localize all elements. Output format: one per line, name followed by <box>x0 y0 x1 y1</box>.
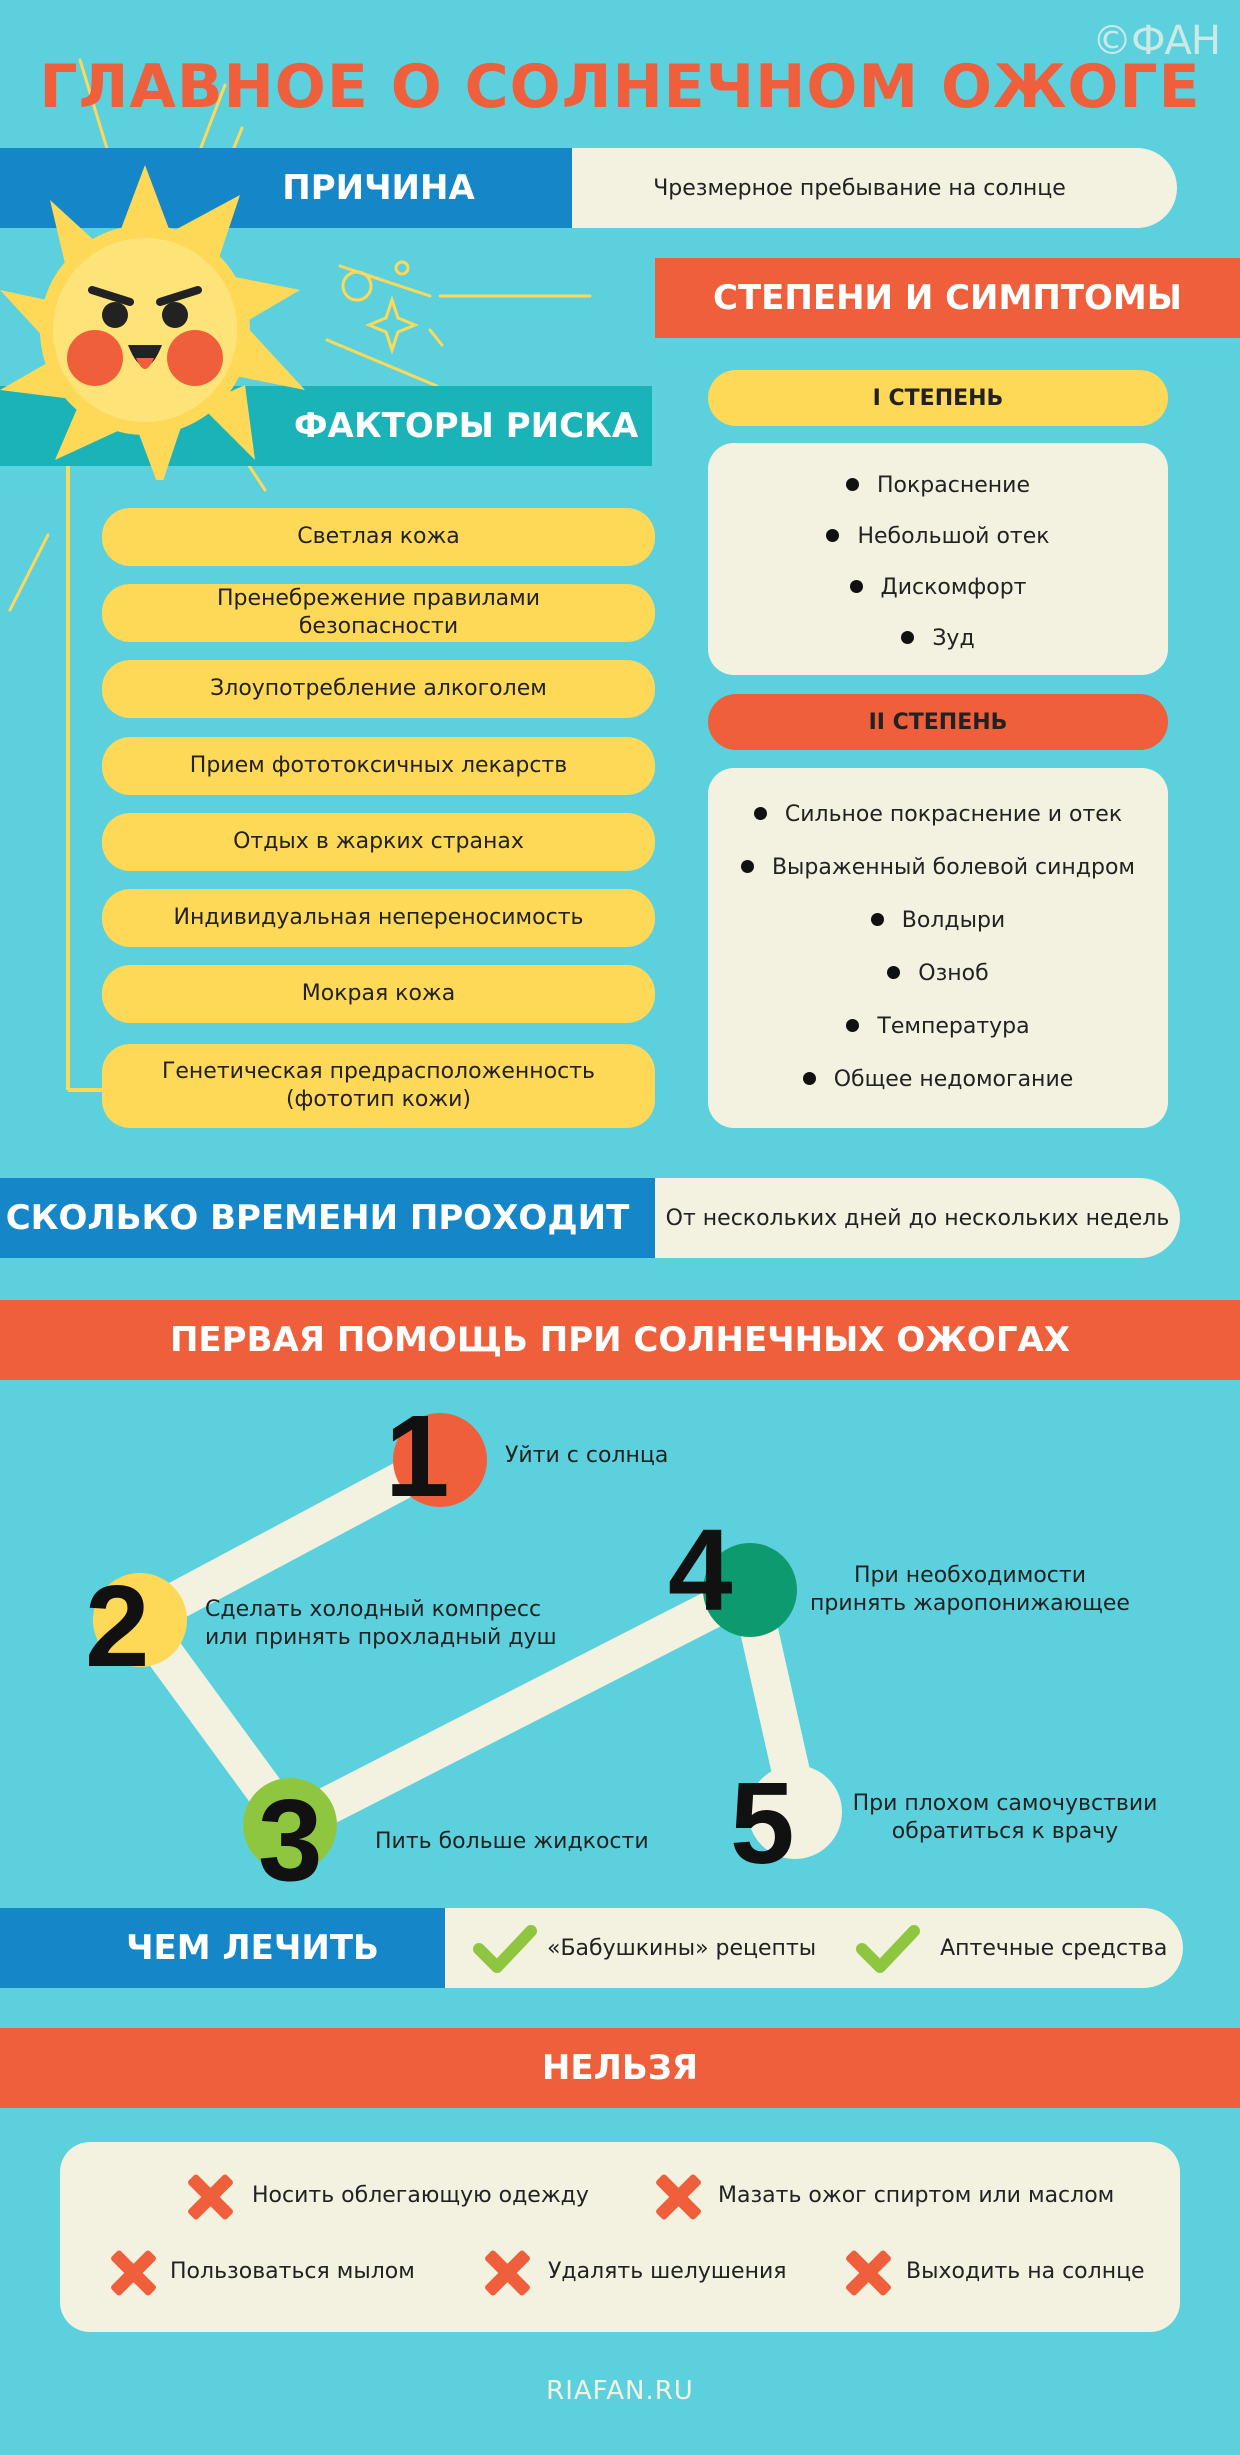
symptom-text: Покраснение <box>877 473 1030 498</box>
risk-factor-item: Отдых в жарких странах <box>102 813 655 871</box>
forbidden-item: Удалять шелушения <box>548 2259 787 2284</box>
step-4-text: При необходимости принять жаропонижающее <box>810 1563 1130 1616</box>
step-2-text: Сделать холодный компресс или принять прохладный душ <box>205 1597 557 1650</box>
risk-factor-item: Пренебрежение правилами безопасности <box>102 584 655 642</box>
forbidden-label: НЕЛЬЗЯ <box>541 2048 699 2088</box>
symptom-item <box>708 575 1168 600</box>
symptom-item <box>708 626 1168 651</box>
forbidden-card <box>60 2142 1180 2332</box>
symptom-item <box>708 1014 1168 1039</box>
first-degree-label: I СТЕПЕНЬ <box>872 385 1004 411</box>
first-aid-label: ПЕРВАЯ ПОМОЩЬ ПРИ СОЛНЕЧНЫХ ОЖОГАХ <box>169 1320 1071 1360</box>
treatment-label-band <box>0 1908 445 1988</box>
risk-factor-item: Мокрая кожа <box>102 965 655 1023</box>
treatment-item-2: Аптечные средства <box>940 1935 1168 1961</box>
duration-label: СКОЛЬКО ВРЕМЕНИ ПРОХОДИТ <box>5 1198 630 1238</box>
symptom-text: Озноб <box>918 961 989 986</box>
symptom-item <box>708 961 1168 986</box>
treatment-item-1: «Бабушкины» рецепты <box>547 1935 817 1961</box>
symptom-item <box>708 802 1168 827</box>
first-aid-band <box>0 1300 1240 1380</box>
footer-site: RIAFAN.RU <box>546 2376 694 2406</box>
first-degree-badge <box>708 370 1168 426</box>
second-degree-symptoms-card <box>708 768 1168 1128</box>
page-title: ГЛАВНОЕ О СОЛНЕЧНОМ ОЖОГЕ <box>39 52 1201 122</box>
x-icon <box>843 2248 893 2298</box>
cause-label: ПРИЧИНА <box>282 168 475 208</box>
symptom-text: Сильное покраснение и отек <box>784 802 1123 827</box>
check-icon <box>856 1923 920 1973</box>
bullet-icon <box>887 966 900 979</box>
forbidden-item: Пользоваться мылом <box>170 2259 415 2284</box>
symptom-item <box>708 1067 1168 1092</box>
step-1-number: 1 <box>385 1391 450 1521</box>
symptom-text: Температура <box>877 1014 1030 1039</box>
treatment-label: ЧЕМ ЛЕЧИТЬ <box>126 1928 379 1968</box>
duration-label-band <box>0 1178 655 1258</box>
step-5-number: 5 <box>730 1758 795 1888</box>
risk-factor-item: Генетическая предрасположенность (фототип кожи) <box>102 1044 655 1128</box>
step-4-number: 4 <box>668 1505 733 1635</box>
bullet-icon <box>850 580 863 593</box>
second-degree-label: II СТЕПЕНЬ <box>868 709 1008 735</box>
risk-factor-item: Злоупотребление алкоголем <box>102 660 655 718</box>
bullet-icon <box>754 807 767 820</box>
watermark-logo: ©ФАН <box>1092 18 1220 64</box>
bullet-icon <box>846 478 859 491</box>
bullet-icon <box>803 1072 816 1085</box>
cause-value-pill <box>572 148 1177 228</box>
first-degree-symptoms-card <box>708 443 1168 675</box>
symptom-text: Волдыри <box>901 908 1006 933</box>
symptom-item <box>708 908 1168 933</box>
bullet-icon <box>901 631 914 644</box>
angry-sun-illustration <box>0 160 330 480</box>
symptom-text: Общее недомогание <box>833 1067 1074 1092</box>
symptom-text: Выраженный болевой синдром <box>771 855 1136 880</box>
symptom-text: Зуд <box>932 626 975 651</box>
degrees-label: СТЕПЕНИ И СИМПТОМЫ <box>713 278 1182 318</box>
bullet-icon <box>826 529 839 542</box>
duration-value-pill <box>655 1178 1180 1258</box>
risk-factor-item: Прием фототоксичных лекарств <box>102 737 655 795</box>
x-icon <box>482 2248 532 2298</box>
check-icon <box>473 1923 537 1973</box>
risk-factor-item: Индивидуальная непереносимость <box>102 889 655 947</box>
step-3-text: Пить больше жидкости <box>375 1829 649 1854</box>
step-5-text: При плохом самочувствии обратиться к врачу <box>852 1791 1158 1844</box>
symptom-item <box>708 473 1168 498</box>
risk-factors-label: ФАКТОРЫ РИСКА <box>293 406 639 446</box>
symptom-item <box>708 855 1168 880</box>
treatment-items-pill <box>445 1908 1183 1988</box>
degrees-band <box>655 258 1240 338</box>
step-2-number: 2 <box>85 1561 150 1691</box>
x-icon <box>653 2172 703 2222</box>
duration-value: От нескольких дней до нескольких недель <box>665 1205 1170 1231</box>
x-icon <box>185 2172 235 2222</box>
bullet-icon <box>871 913 884 926</box>
bullet-icon <box>846 1019 859 1032</box>
risk-factor-item: Светлая кожа <box>102 508 655 566</box>
symptom-text: Небольшой отек <box>857 524 1050 549</box>
step-1-text: Уйти с солнца <box>505 1443 669 1468</box>
step-3-number: 3 <box>258 1775 323 1905</box>
forbidden-band <box>0 2028 1240 2108</box>
forbidden-item: Выходить на солнце <box>906 2259 1145 2284</box>
second-degree-badge <box>708 694 1168 750</box>
symptom-text: Дискомфорт <box>880 575 1027 600</box>
cause-value: Чрезмерное пребывание на солнце <box>653 175 1066 201</box>
forbidden-item: Носить облегающую одежду <box>252 2183 589 2208</box>
symptom-item <box>708 524 1168 549</box>
bullet-icon <box>741 860 754 873</box>
forbidden-item: Мазать ожог спиртом или маслом <box>718 2183 1115 2208</box>
x-icon <box>108 2248 158 2298</box>
